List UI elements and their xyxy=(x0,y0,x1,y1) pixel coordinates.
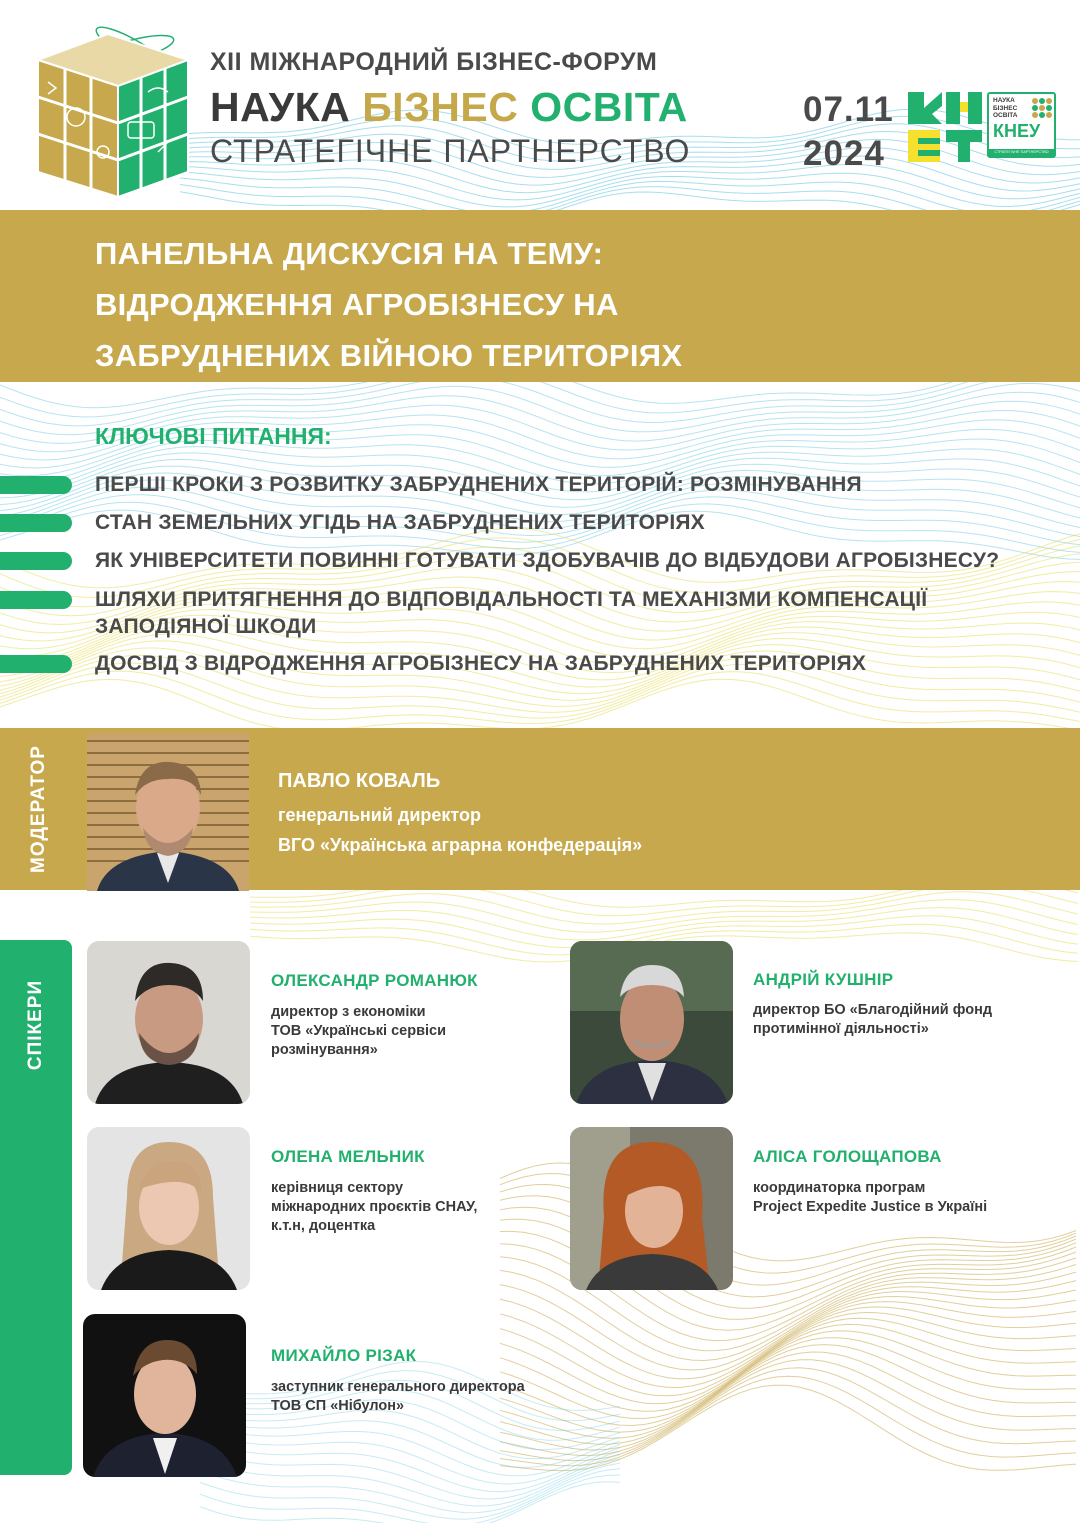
moderator-name: ПАВЛО КОВАЛЬ xyxy=(278,770,441,792)
question-item: ДОСВІД З ВІДРОДЖЕННЯ АГРОБІЗНЕСУ НА ЗАБРУДНЕНИХ ТЕРИТОРІЯХ xyxy=(95,652,867,675)
question-bullet-bar xyxy=(0,514,72,532)
speaker-photo-holoshchapova xyxy=(570,1127,733,1290)
speakers-label-wrap xyxy=(0,940,72,1110)
question-bullet-bar xyxy=(0,591,72,609)
speaker-name: ОЛЕКСАНДР РОМАНЮК xyxy=(271,971,478,990)
forum-subtitle: СТРАТЕГІЧНЕ ПАРТНЕРСТВО xyxy=(210,133,691,169)
key-questions-title: КЛЮЧОВІ ПИТАННЯ: xyxy=(95,423,332,449)
question-bullet-bar xyxy=(0,552,72,570)
wave-line xyxy=(200,1469,620,1520)
dots-icon xyxy=(1031,97,1053,119)
wave-line xyxy=(500,1376,1076,1466)
speaker-name: АЛІСА ГОЛОЩАПОВА xyxy=(753,1147,942,1166)
moderator-label: МОДЕРАТОР xyxy=(28,745,49,873)
event-date xyxy=(803,88,894,176)
question-item: ПЕРШІ КРОКИ З РОЗВИТКУ ЗАБРУДНЕНИХ ТЕРИТОРІЙ: РОЗМІНУВАННЯ xyxy=(95,473,862,496)
wave-line xyxy=(500,1302,1076,1396)
forum-cube-logo xyxy=(28,22,198,202)
wave-line xyxy=(500,1313,1076,1412)
kneu-badge-lines: НАУКА БІЗНЕС ОСВІТА xyxy=(993,97,1018,119)
date-day: 07.11 xyxy=(803,90,894,129)
kneu-badge-logo xyxy=(987,92,1056,158)
panel-line: ЗАБРУДНЕНИХ ВІЙНОЮ ТЕРИТОРІЯХ xyxy=(95,338,683,373)
kneu-letters-logo xyxy=(908,92,982,162)
question-item: ЯК УНІВЕРСИТЕТИ ПОВИННІ ГОТУВАТИ ЗДОБУВАЧІВ ДО ВІДБУДОВИ АГРОБІЗНЕСУ? xyxy=(95,549,1000,572)
wave-line xyxy=(500,1290,1076,1379)
speaker-photo-romaniuk xyxy=(87,941,250,1104)
question-item: ШЛЯХИ ПРИТЯГНЕННЯ ДО ВІДПОВІДАЛЬНОСТІ ТА МЕХАНІЗМИ КОМПЕНСАЦІЇ ЗАПОДІЯНОЇ ШКОДИ xyxy=(95,588,928,638)
date-year: 2024 xyxy=(803,134,885,173)
speaker-photo-rizak xyxy=(83,1314,246,1477)
panel-line: ПАНЕЛЬНА ДИСКУСІЯ НА ТЕМУ: xyxy=(95,236,604,271)
speaker-role: керівниця сектору міжнародних проєктів СНАУ, к.т.н, доцентка xyxy=(271,1180,478,1234)
speakers-label: СПІКЕРИ xyxy=(25,979,47,1071)
speaker-role: директор БО «Благодійний фонд протимінної діяльності» xyxy=(753,1002,993,1037)
title-word-education: ОСВІТА xyxy=(530,84,688,130)
speaker-role: директор з економіки ТОВ «Українські сервіси розмінування» xyxy=(271,1004,447,1058)
forum-edition-line: XII МІЖНАРОДНИЙ БІЗНЕС-ФОРУМ xyxy=(210,48,658,76)
speaker-photo-kushnir xyxy=(570,941,733,1104)
moderator-role: генеральний директор ВГО «Українська аграрна конфедерація» xyxy=(278,805,643,855)
title-word-science: НАУКА xyxy=(210,84,351,130)
moderator-photo xyxy=(87,733,249,891)
wave-line xyxy=(180,172,1080,207)
title-word-business: БІЗНЕС xyxy=(362,84,519,130)
moderator-label-wrap xyxy=(0,728,78,890)
wave-line xyxy=(500,1338,1076,1439)
speaker-role: координаторка програм Project Expedite Justice в Україні xyxy=(753,1180,988,1215)
question-bullet-bar xyxy=(0,655,72,673)
speaker-photo-melnyk xyxy=(87,1127,250,1290)
wave-line xyxy=(200,1452,620,1499)
kneu-footer: СТРАТЕГІЧНЕ ПАРТНЕРСТВО xyxy=(989,149,1054,156)
speaker-name: АНДРІЙ КУШНІР xyxy=(753,970,894,989)
kneu-name: КНЕУ xyxy=(993,121,1041,141)
panel-title xyxy=(95,228,682,381)
panel-line: ВІДРОДЖЕННЯ АГРОБІЗНЕСУ НА xyxy=(95,287,619,322)
speaker-role: заступник генерального директора ТОВ СП «Нібулон» xyxy=(271,1379,525,1414)
speaker-name: МИХАЙЛО РІЗАК xyxy=(271,1346,417,1365)
wave-line xyxy=(200,1444,620,1492)
forum-title xyxy=(210,84,688,131)
speaker-name: ОЛЕНА МЕЛЬНИК xyxy=(271,1147,425,1166)
wave-line xyxy=(500,1331,1076,1432)
question-item: СТАН ЗЕМЕЛЬНИХ УГІДЬ НА ЗАБРУДНЕНИХ ТЕРИТОРІЯХ xyxy=(95,511,705,534)
question-bullet-bar xyxy=(0,476,72,494)
